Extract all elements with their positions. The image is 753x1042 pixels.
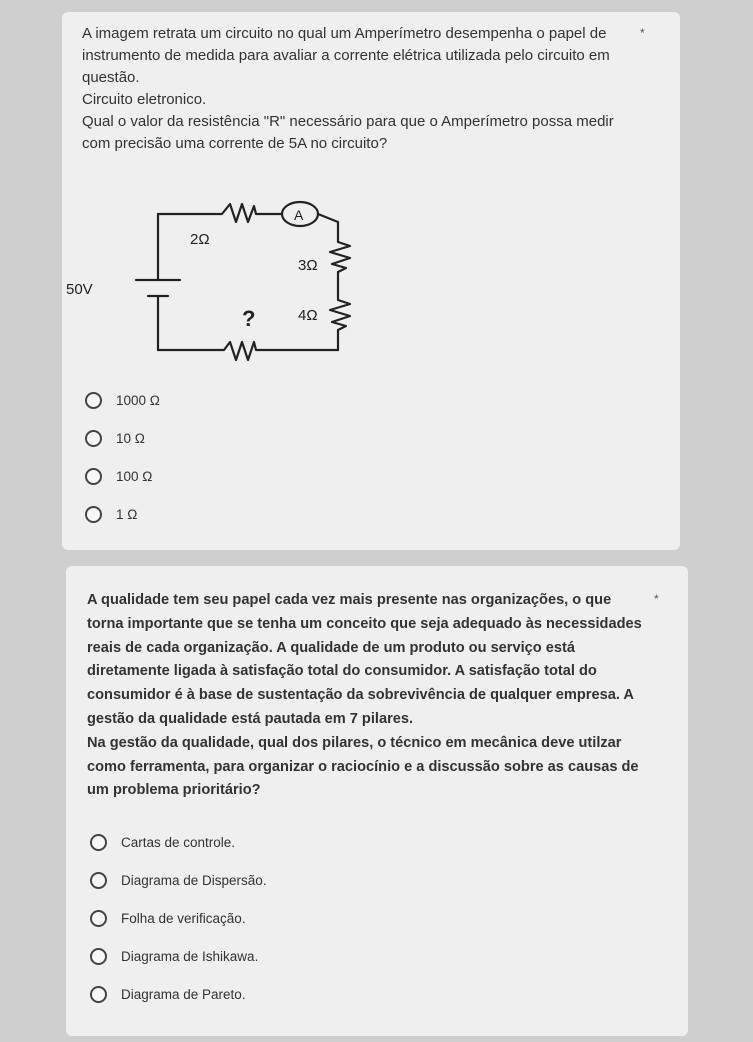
- question-2-text: [87, 589, 642, 803]
- option-1000-ohm[interactable]: [85, 388, 160, 412]
- required-asterisk: *: [640, 26, 645, 40]
- question-1-line: Qual o valor da resistência "R" necessário para que o Amperímetro possa medir: [82, 113, 614, 130]
- question-2-line: torna importante que se tenha um conceito que seja adequado às necessidades: [87, 615, 642, 632]
- option-label: 1 Ω: [116, 506, 138, 522]
- question-1-line: A imagem retrata um circuito no qual um Amperímetro desempenha o papel de: [82, 25, 607, 42]
- option-100-ohm[interactable]: [85, 464, 152, 488]
- option-label: Folha de verificação.: [121, 910, 246, 926]
- unknown-resistor-symbol: [158, 342, 338, 360]
- radio-button[interactable]: [85, 430, 102, 447]
- radio-button[interactable]: [90, 910, 107, 927]
- option-diagrama-de-ishikawa[interactable]: [90, 944, 258, 968]
- question-1-line: questão.: [82, 69, 140, 86]
- question-1-line: com precisão uma corrente de 5A no circuito?: [82, 135, 388, 152]
- question-1-text: [82, 23, 614, 155]
- question-2-line: como ferramenta, para organizar o raciocínio e a discussão sobre as causas de: [87, 758, 639, 775]
- question-2-line: gestão da qualidade está pautada em 7 pilares.: [87, 710, 414, 727]
- circuit-diagram: [66, 200, 460, 370]
- label-2-ohm: 2Ω: [190, 231, 210, 248]
- option-cartas-de-controle[interactable]: [90, 830, 235, 854]
- resistor-3-ohm-symbol: [318, 214, 350, 296]
- question-2-line: um problema prioritário?: [87, 782, 261, 799]
- label-ammeter: A: [294, 207, 304, 223]
- resistor-2-ohm-symbol: [158, 204, 282, 222]
- radio-button[interactable]: [90, 872, 107, 889]
- question-2-line: A qualidade tem seu papel cada vez mais presente nas organizações, o que: [87, 592, 612, 608]
- radio-button[interactable]: [85, 468, 102, 485]
- option-label: 10 Ω: [116, 430, 145, 446]
- resistor-4-ohm-symbol: [330, 296, 350, 350]
- radio-button[interactable]: [90, 834, 107, 851]
- question-1-line: Circuito eletronico.: [82, 91, 207, 108]
- label-3-ohm: 3Ω: [298, 257, 318, 274]
- option-10-ohm[interactable]: [85, 426, 145, 450]
- option-label: Diagrama de Pareto.: [121, 986, 246, 1002]
- option-label: Diagrama de Ishikawa.: [121, 948, 259, 964]
- label-unknown-r: ?: [242, 306, 256, 331]
- question-2-line: diretamente ligada à satisfação total do consumidor. A satisfação total do: [87, 663, 597, 680]
- option-diagrama-de-pareto[interactable]: [90, 982, 246, 1006]
- radio-button[interactable]: [85, 392, 102, 409]
- radio-button[interactable]: [90, 948, 107, 965]
- question-2-line: consumidor é à base de sustentação da sobrevivência de qualquer empresa. A: [87, 687, 634, 704]
- required-asterisk: *: [654, 592, 659, 606]
- option-label: Cartas de controle.: [121, 834, 236, 850]
- label-50v: 50V: [66, 281, 93, 298]
- question-2-line: reais de cada organização. A qualidade de um produto ou serviço está: [87, 639, 575, 656]
- option-label: 1000 Ω: [116, 392, 160, 408]
- option-label: 100 Ω: [116, 468, 153, 484]
- question-1-line: instrumento de medida para avaliar a corrente elétrica utilizada pelo circuito em: [82, 47, 610, 64]
- radio-button[interactable]: [90, 986, 107, 1003]
- option-1-ohm[interactable]: [85, 502, 137, 526]
- option-label: Diagrama de Dispersão.: [121, 872, 267, 888]
- radio-button[interactable]: [85, 506, 102, 523]
- question-card-1: [62, 12, 680, 550]
- question-card-2: [66, 566, 688, 1036]
- option-folha-de-verificacao[interactable]: [90, 906, 246, 930]
- option-diagrama-de-dispersao[interactable]: [90, 868, 267, 892]
- question-2-line: Na gestão da qualidade, qual dos pilares, o técnico em mecânica deve utilzar: [87, 734, 622, 751]
- label-4-ohm: 4Ω: [298, 307, 318, 324]
